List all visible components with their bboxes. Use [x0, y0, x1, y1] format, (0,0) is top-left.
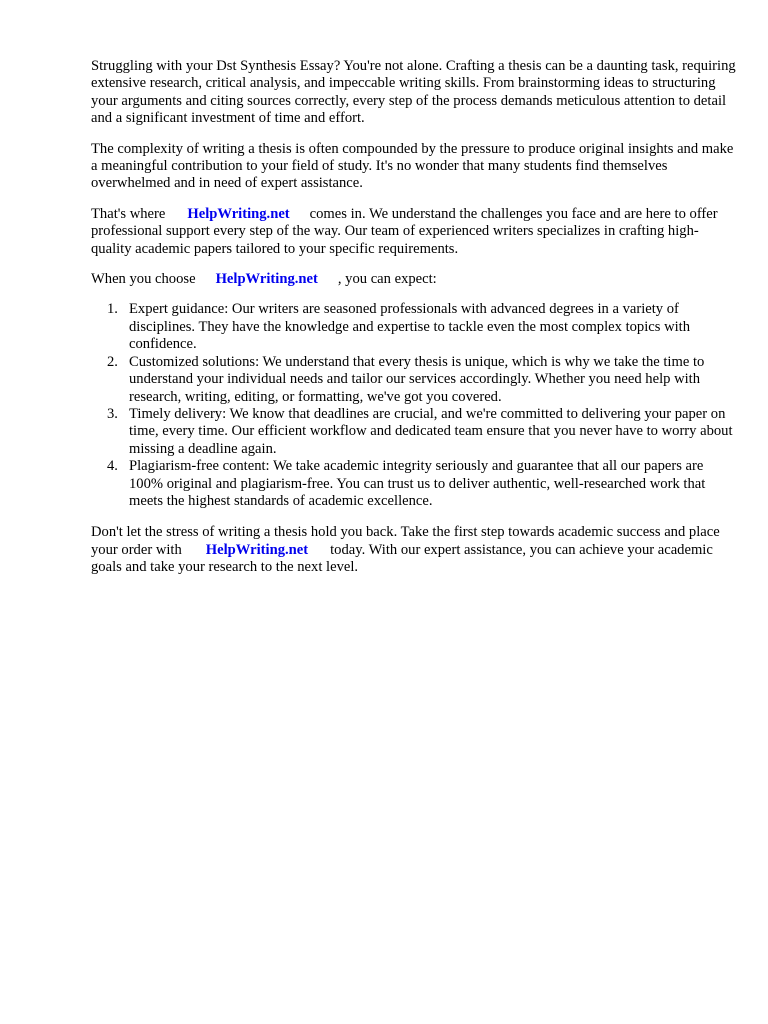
closing-paragraph	[91, 524, 736, 576]
helpwriting-link-2[interactable]: HelpWriting.net	[215, 271, 318, 288]
expectations-text-before: When you choose	[91, 271, 196, 288]
expectations-text-after: , you can expect:	[337, 271, 437, 288]
list-item-text: Timely delivery: We know that deadlines are crucial, and we're committed to delivering your paper on time, every time. Our efficient workflow and dedicated team ensure that you never have to worry about missing a deadline again.	[129, 405, 733, 457]
closing-text-after: today. With our expert assistance, you can achieve your academic goals and take your research to the next level.	[91, 541, 713, 576]
complexity-paragraph: The complexity of writing a thesis is often compounded by the pressure to produce original insights and make a meaningful contribution to your field of study. It's no wonder that many students find themselves overwhelmed and in need of expert assistance.	[91, 140, 734, 192]
list-item-number: 2.	[107, 353, 118, 370]
service-text-after: comes in. We understand the challenges you face and are here to offer professional support every step of the way. Our team of experienced writers specializes in crafting high-quality academic papers tailored to your specific requirements.	[91, 205, 718, 257]
list-item	[91, 301, 736, 353]
expectations-paragraph	[91, 271, 736, 288]
list-item-text: Plagiarism-free content: We take academic integrity seriously and guarantee that all our papers are 100% original and plagiarism-free. You can trust us to deliver authentic, well-researched work that meets the highest standards of academic excellence.	[129, 458, 706, 509]
list-item-number: 4.	[107, 458, 118, 475]
helpwriting-link-3[interactable]: HelpWriting.net	[205, 541, 309, 558]
service-paragraph	[91, 206, 736, 258]
intro-paragraph: Struggling with your Dst Synthesis Essay? You're not alone. Crafting a thesis can be a daunting task, requiring extensive research, critical analysis, and impeccable writing skills. From brainstorming ideas to structuring your arguments and citing sources correctly, every step of the process demands meticulous attention to detail and a significant investment of time and effort.	[91, 58, 736, 127]
list-item-text: Expert guidance: Our writers are seasoned professionals with advanced degrees in a variety of disciplines. They have the knowledge and expertise to tackle even the most complex topics with confidence.	[129, 301, 691, 353]
closing-text-before: Don't let the stress of writing a thesis hold you back. Take the first step towards academic success and place your order with	[91, 524, 720, 558]
list-item	[91, 354, 736, 406]
list-item-text: Customized solutions: We understand that every thesis is unique, which is why we take the time to understand your individual needs and tailor our services accordingly. Whether you need help with research, writing, editing, or formatting, we've got you covered.	[129, 353, 705, 405]
list-item-number: 1.	[107, 301, 118, 318]
list-item-number: 3.	[107, 405, 118, 422]
list-item	[91, 458, 736, 510]
document-page	[91, 58, 736, 590]
list-item	[91, 406, 736, 458]
helpwriting-link-1[interactable]: HelpWriting.net	[187, 205, 290, 222]
service-text-before: That's where	[91, 205, 166, 222]
benefits-list	[91, 301, 736, 510]
